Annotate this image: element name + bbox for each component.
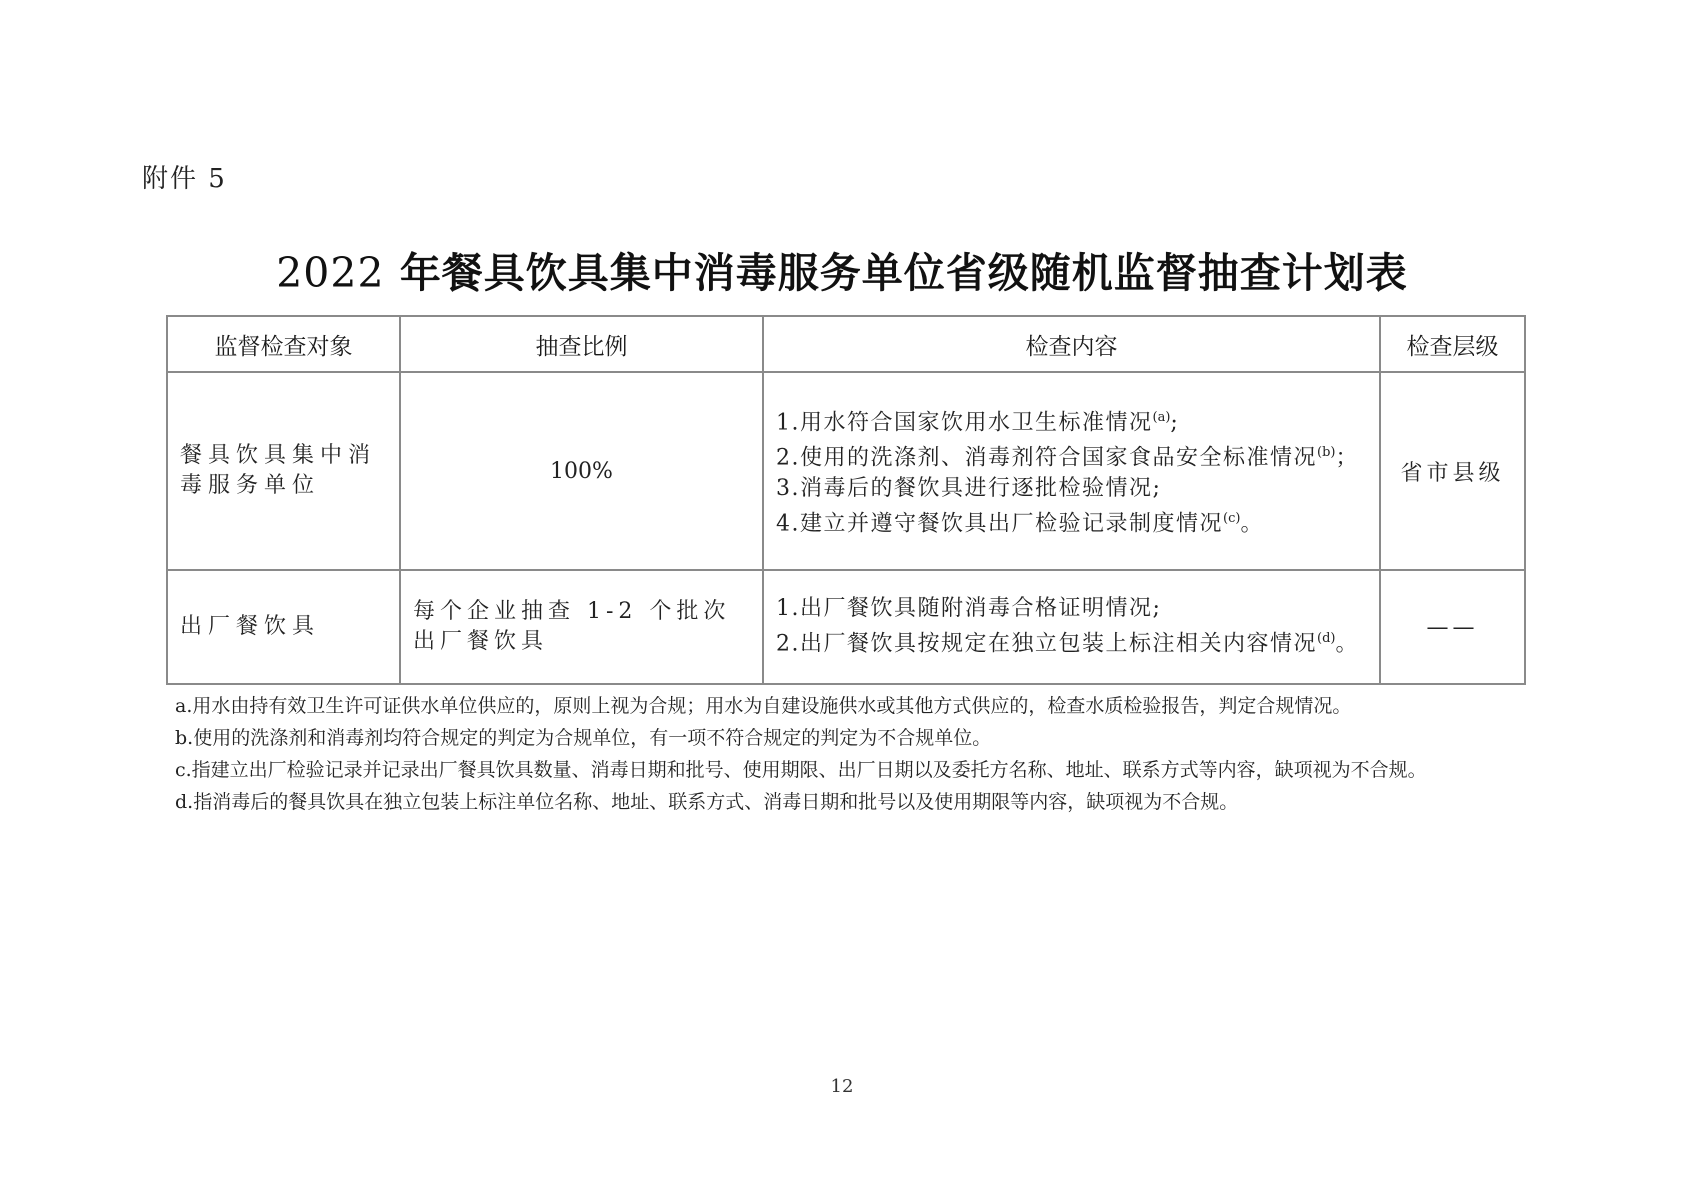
header-content: 检查内容 (763, 316, 1380, 372)
header-ratio: 抽查比例 (400, 316, 763, 372)
content-item: 2.使用的洗涤剂、消毒剂符合国家食品安全标准情况$^{(b)}$； (776, 445, 1359, 471)
cell-ratio: 每个企业抽查 1-2 个批次出厂餐饮具 (400, 570, 763, 684)
page-number: 12 (830, 1076, 854, 1097)
header-level: 检查层级 (1380, 316, 1525, 372)
cell-level: 省市县级 (1380, 372, 1525, 570)
title-year: 2022 (276, 249, 385, 297)
header-object: 监督检查对象 (167, 316, 400, 372)
title-text: 年餐具饮具集中消毒服务单位省级随机监督抽查计划表 (399, 249, 1408, 297)
document-title (0, 240, 1684, 299)
cell-ratio: 100% (400, 372, 763, 570)
footnote-c: c.指建立出厂检验记录并记录出厂餐具饮具数量、消毒日期和批号、使用期限、出厂日期以及委托方名称、地址、联系方式等内容，缺项视为不合规。 (175, 759, 1427, 781)
footnote-a: a.用水由持有效卫生许可证供水单位供应的，原则上视为合规；用水为自建设施供水或其他方式供应的，检查水质检验报告，判定合规情况。 (175, 695, 1352, 717)
footnotes (142, 690, 1526, 818)
cell-level: —— (1380, 570, 1525, 684)
table-row (167, 372, 1525, 570)
content-item: 4.建立并遵守餐饮具出厂检验记录制度情况$^{(c)}$。 (776, 510, 1264, 536)
footnote-b: b.使用的洗涤剂和消毒剂均符合规定的判定为合规单位，有一项不符合规定的判定为不合规单位。 (175, 727, 992, 749)
attachment-label: 附件 5 (142, 164, 227, 194)
inspection-plan-table (166, 315, 1526, 685)
cell-content (763, 570, 1380, 684)
cell-object: 餐具饮具集中消毒服务单位 (167, 372, 400, 570)
content-item: 1.用水符合国家饮用水卫生标准情况$^{(a)}$; (776, 410, 1180, 436)
cell-object: 出厂餐饮具 (167, 570, 400, 684)
content-item: 2.出厂餐饮具按规定在独立包装上标注相关内容情况$^{(d)}$。 (776, 631, 1359, 657)
table-row (167, 570, 1525, 684)
footnote-d: d.指消毒后的餐具饮具在独立包装上标注单位名称、地址、联系方式、消毒日期和批号以及使用期限等内容，缺项视为不合规。 (175, 791, 1239, 813)
table-header-row (167, 316, 1525, 372)
content-item: 3.消毒后的餐饮具进行逐批检验情况; (776, 475, 1162, 501)
cell-content (763, 372, 1380, 570)
content-item: 1.出厂餐饮具随附消毒合格证明情况; (776, 596, 1162, 622)
